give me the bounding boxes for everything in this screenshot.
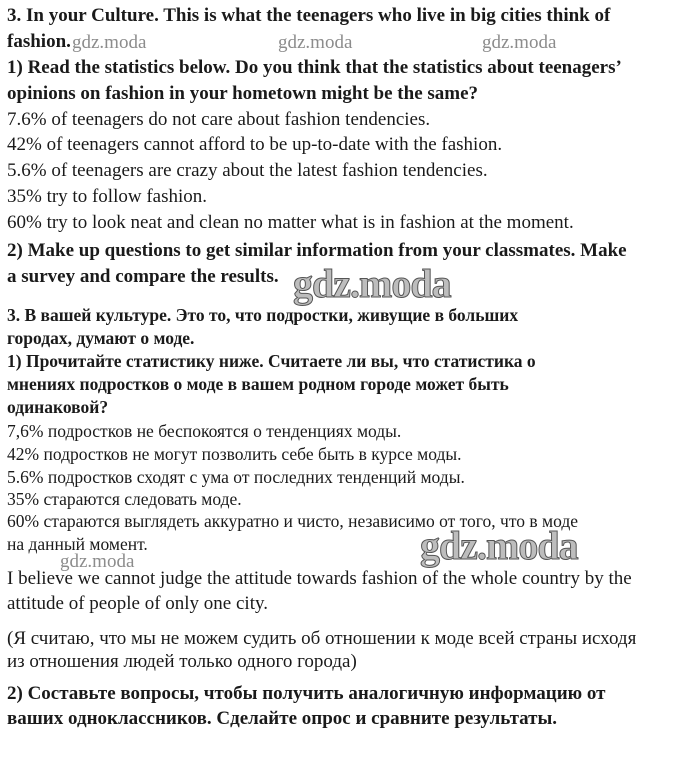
stat-item: 5.6% of teenagers are crazy about the latest fashion tendencies. <box>7 160 488 181</box>
stat-item-ru: 7,6% подростков не беспокоятся о тенденциях моды. <box>7 421 402 441</box>
answer-english-cont: attitude of people of only one city. <box>7 593 268 614</box>
watermark: gdz.moda <box>293 261 451 306</box>
exercise-title-ru: 3. В вашей культуре. Это то, что подростки, живущие в больших <box>7 305 519 325</box>
stat-item-ru: 42% подростков не могут позволить себе быть в курсе моды. <box>7 444 462 464</box>
answer-russian: (Я считаю, что мы не можем судить об отношении к моде всей страны исходя <box>7 628 637 649</box>
watermark: gdz.moda <box>72 32 147 53</box>
task-2-heading-ru-cont: ваших одноклассников. Сделайте опрос и сравните результаты. <box>7 708 558 729</box>
watermark: gdz.moda <box>482 32 557 53</box>
task-2-heading-ru: 2) Составьте вопросы, чтобы получить аналогичную информацию от <box>7 683 606 704</box>
task-1-heading-cont: opinions on fashion in your hometown might be the same? <box>7 83 479 104</box>
task-1-heading-ru-cont: мнениях подростков о моде в вашем родном городе может быть <box>7 374 509 394</box>
stat-item-ru: 60% стараются выглядеть аккуратно и чисто, независимо от того, что в моде <box>7 511 579 531</box>
task-2-heading-cont: a survey and compare the results. <box>7 266 279 287</box>
stat-item-ru: 35% стараются следовать моде. <box>7 489 242 509</box>
stat-item: 42% of teenagers cannot afford to be up-to-date with the fashion. <box>7 134 503 155</box>
watermark: gdz.moda <box>60 551 135 572</box>
stat-item: 7.6% of teenagers do not care about fashion tendencies. <box>7 109 431 130</box>
stat-item: 60% try to look neat and clean no matter what is in fashion at the moment. <box>7 212 574 233</box>
task-1-heading: 1) Read the statistics below. Do you think that the statistics about teenagers’ <box>7 57 622 78</box>
watermark: gdz.moda <box>278 32 353 53</box>
exercise-title: 3. In your Culture. This is what the teenagers who live in big cities think of <box>7 5 611 26</box>
task-1-heading-ru-cont: одинаковой? <box>7 397 109 417</box>
answer-english: I believe we cannot judge the attitude towards fashion of the whole country by the <box>7 568 632 589</box>
answer-russian-cont: из отношения людей только одного города) <box>7 651 357 672</box>
task-2-heading: 2) Make up questions to get similar information from your classmates. Make <box>7 240 627 261</box>
stat-item-ru: 5.6% подростков сходят с ума от последних тенденций моды. <box>7 467 465 487</box>
stat-item-ru-cont: на данный момент. <box>7 534 148 554</box>
task-1-heading-ru: 1) Прочитайте статистику ниже. Считаете ли вы, что статистика о <box>7 351 536 371</box>
watermark: gdz.moda <box>420 523 578 568</box>
exercise-title-ru-cont: городах, думают о моде. <box>7 328 195 348</box>
exercise-title-cont: fashion. <box>7 31 71 52</box>
stat-item: 35% try to follow fashion. <box>7 186 208 207</box>
